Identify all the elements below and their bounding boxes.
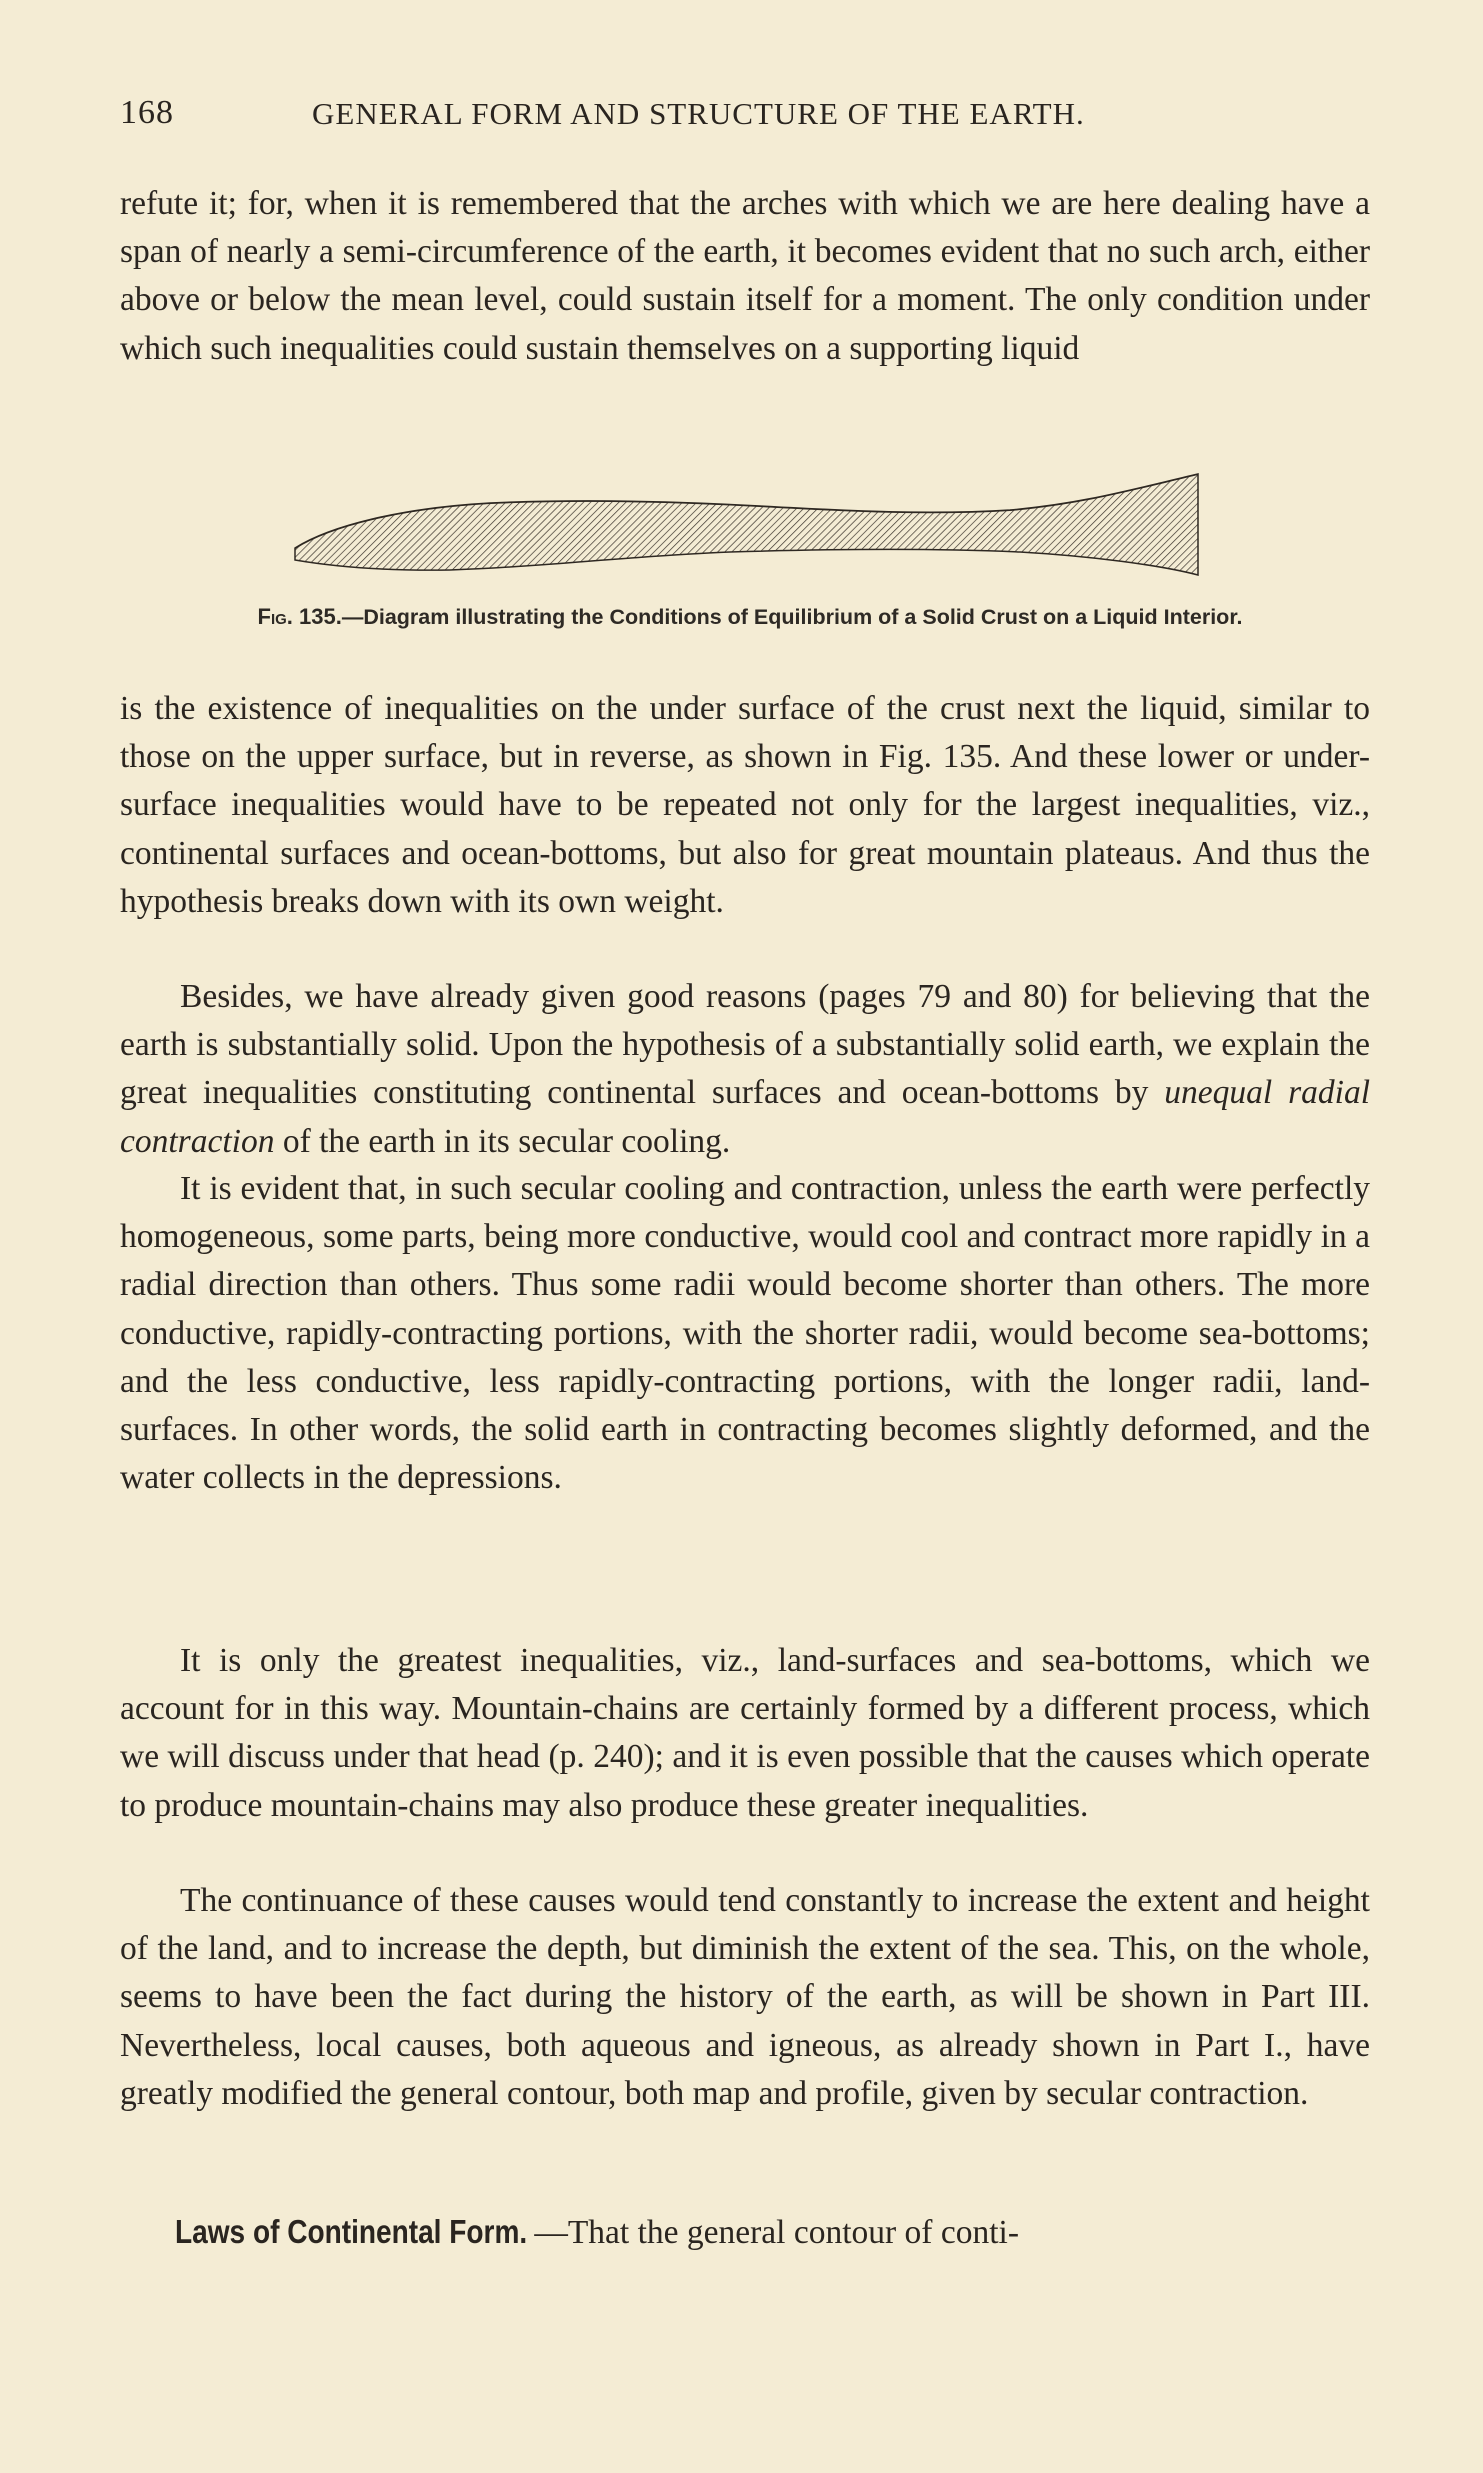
- page-number: 168: [120, 94, 174, 131]
- figure-caption: [150, 604, 1350, 630]
- figure-caption-text: —Diagram illustrating the Conditions of Equilibrium of a Solid Crust on a Liquid Interior.: [341, 605, 1243, 629]
- paragraph-6: The continuance of these causes would tend constantly to increase the extent and height of the land, and to increase the depth, but diminish the extent of the sea. This, on the whole, seems to have been the fact during the history of the earth, as will be shown in Part III. Nevertheless, local causes, both aqueous and igneous, as already shown in Part I., have greatly modified the general contour, both map and profile, given by secular contraction.: [120, 1882, 1370, 2112]
- paragraph-5: It is only the greatest inequalities, viz., land-surfaces and sea-bottoms, which we account for in this way. Mountain-chains are certainly formed by a different process, which we will discuss under that head (p. 240); and it is even possible that the causes which operate to produce mountain-chains may also produce these greater inequalities.: [120, 1642, 1370, 1824]
- paragraph-1: refute it; for, when it is remembered that the arches with which we are here dealing have a span of nearly a semi-circumference of the earth, it becomes evident that no such arch, either above or below the mean level, could sustain itself for a moment. The only condition under which such inequalities could sustain themselves on a supporting liquid: [120, 185, 1370, 367]
- paragraph-2: is the existence of inequalities on the under surface of the crust next the liquid, similar to those on the upper surface, but in reverse, as shown in Fig. 135. And these lower or under-surface inequalities would have to be repeated not only for the largest inequalities, viz., continental surfaces and ocean-bottoms, but also for great mountain plateaus. And thus the hypothesis breaks down with its own weight.: [120, 690, 1370, 920]
- section-heading: Laws of Continental Form.: [175, 2213, 528, 2250]
- paragraph-3: [120, 973, 1370, 1166]
- crust-equilibrium-diagram: [290, 470, 1210, 605]
- running-head-title: GENERAL FORM AND STRUCTURE OF THE EARTH.: [312, 96, 1085, 131]
- section-start: [175, 2208, 1370, 2257]
- section-text: —That the general contour of conti-: [534, 2214, 1019, 2251]
- paragraph-3-text: Besides, we have already given good reasons (pages 79 and 80) for believing that the earth is substantially solid. Upon the hypothesis of a substantially solid earth, we explain the great inequalities constituting continental surfaces and ocean-bottoms by: [120, 978, 1370, 1112]
- running-head: [120, 94, 1370, 144]
- crust-shape: [295, 474, 1198, 575]
- paragraph-3-italic: unequal radial contraction: [120, 1074, 1371, 1160]
- figure-label: Fig. 135.: [257, 604, 342, 629]
- paragraph-3-text-end: of the earth in its secular cooling.: [274, 1122, 731, 1160]
- paragraph-4: It is evident that, in such secular cooling and contraction, unless the earth were perfectly homogeneous, some parts, being more conductive, would cool and contract more rapidly in a radial direction than others. Thus some radii would become shorter than others. The more conductive, rapidly-contracting portions, with the shorter radii, would become sea-bottoms; and the less conductive, less rapidly-contracting portions, with the longer radii, land-surfaces. In other words, the solid earth in contracting becomes slightly deformed, and the water collects in the depressions.: [120, 1170, 1370, 1497]
